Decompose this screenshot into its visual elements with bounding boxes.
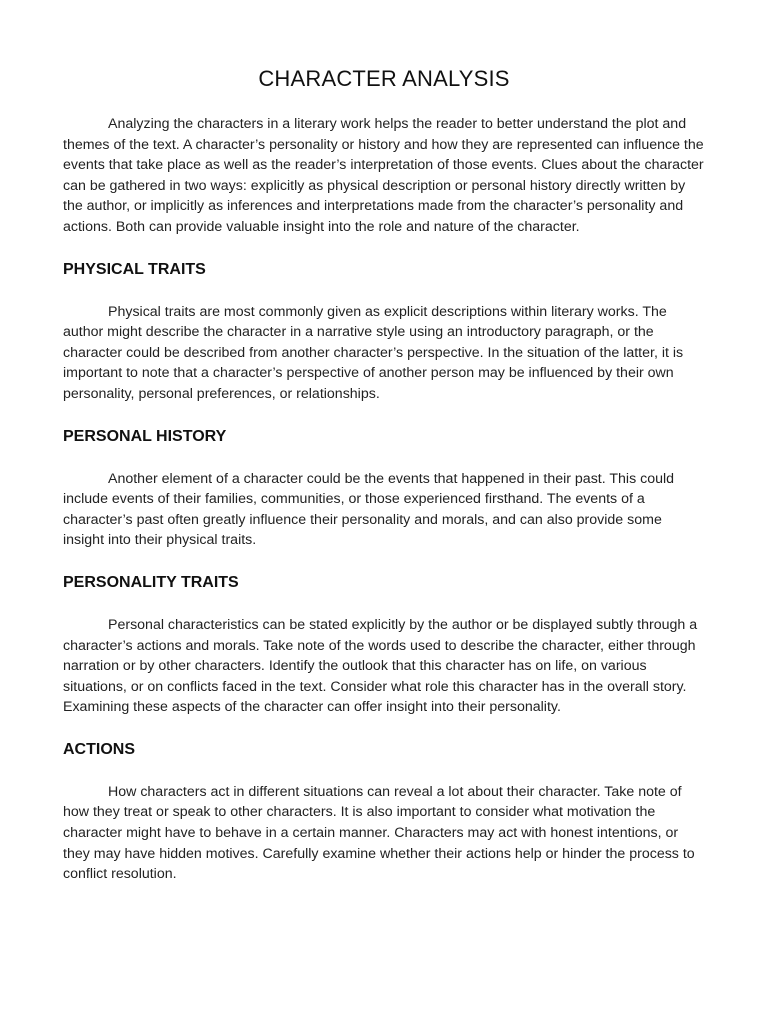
section-physical-traits xyxy=(63,260,705,405)
section-personality-traits xyxy=(63,573,705,718)
section-personal-history xyxy=(63,427,705,551)
document-page xyxy=(63,64,705,885)
section-paragraph: Physical traits are most commonly given as explicit descriptions within literary works. The author might describe the character in a narrative style using an introductory paragraph, or the character could be described from another character’s perspective. In the situation of the latter, it is important to note that a character’s perspective of another person may be influenced by their own personality, personal preferences, or relationships. xyxy=(63,303,684,402)
document-title: CHARACTER ANALYSIS xyxy=(258,66,510,91)
section-heading: PERSONAL HISTORY xyxy=(63,427,227,445)
section-paragraph: Another element of a character could be the events that happened in their past. This could include events of their families, communities, or those experienced firsthand. The events of a character’s past often greatly influence their personality and morals, and can also provide some insight into their physical traits. xyxy=(63,470,675,549)
section-paragraph: How characters act in different situations can reveal a lot about their character. Take note of how they treat or speak to other characters. It is also important to consider what motivation the character might have to behave in a certain manner. Characters may act with honest intentions, or they may have hidden motives. Carefully examine whether their actions help or hinder the process to conflict resolution. xyxy=(63,783,695,883)
intro-paragraph: Analyzing the characters in a literary work helps the reader to better understand the plot and themes of the text. A character’s personality or history and how they are represented can influence the events that take place as well as the reader’s interpretation of those events. Clues about the character can be gathered in two ways: explicitly as physical description or personal history directly written by the author, or implicitly as inferences and interpretations made from the character’s personality and actions. Both can provide valuable insight into the role and nature of the character. xyxy=(63,116,704,235)
section-heading: ACTIONS xyxy=(63,740,135,758)
section-actions xyxy=(63,740,705,885)
section-heading: PHYSICAL TRAITS xyxy=(63,260,206,278)
intro-section xyxy=(63,114,705,238)
section-paragraph: Personal characteristics can be stated explicitly by the author or be displayed subtly through a character’s actions and morals. Take note of the words used to describe the character, either through narration or by other characters. Identify the outlook that this character has on life, on various situations, or on conflicts faced in the text. Consider what role this character has in the overall story. Examining these aspects of the character can offer insight into their personality. xyxy=(63,616,698,716)
section-heading: PERSONALITY TRAITS xyxy=(63,573,239,591)
